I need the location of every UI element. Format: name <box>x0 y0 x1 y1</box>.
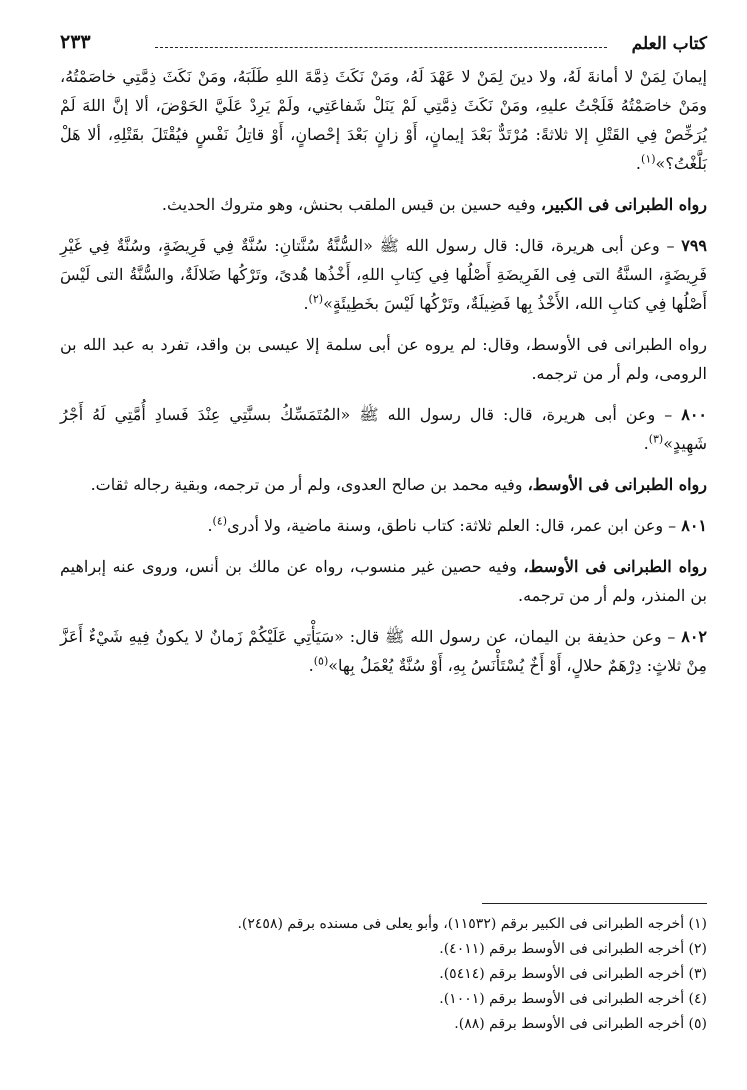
footnote-ref: (١) <box>641 152 656 166</box>
footnote: (٤) أخرجه الطبرانى فى الأوسط برقم (١٠٠١). <box>439 991 707 1007</box>
hadith-text: – وعن أبى هريرة، قال: قال رسول الله ﷺ «السُّنَّةُ سُنَّتانِ: سُنَّةٌ فِي فَرِيضَةٍ، وسُنَّةٌ فِي غَيْرِ فَرِيضَةٍ، السنَّةُ التى فِى الفَرِيضَةِ أَصْلُها فِي كِتابِ اللهِ، أَخْذُها هُدىً، وتَرْكُها ضَلالَةٌ، والسُّنَّةُ التى لَيْسَ أَصْلُها فِي كتابِ الله، الأَخْذُ بِها فَضِيلَةٌ، وتَرْكُها لَيْسَ بخَطِيئَةٍ» <box>60 236 708 313</box>
footnote-ref: (٢) <box>308 292 324 306</box>
hadith-number: ٨٠١ <box>681 516 707 535</box>
source-lead: رواه الطبرانى فى الكبير، <box>540 195 707 214</box>
footnote: (٢) أخرجه الطبرانى فى الأوسط برقم (٤٠١١). <box>439 941 707 957</box>
footnote: (١) أخرجه الطبرانى فى الكبير برقم (١١٥٣٢)، وأبو يعلى فى مسنده برقم (٢٤٥٨). <box>237 916 707 932</box>
hadith-number: ٧٩٩ <box>681 236 707 255</box>
footnote-ref: (٤) <box>212 514 228 528</box>
hadith-paragraph: ٨٠٠ – وعن أبى هريرة، قال: قال رسول الله ﷺ «المُتَمَسِّكُ بسنَّتِي عِنْدَ فَسادِ أُمَّتِي لَهُ أَجْرُ شَهِيدٍ»$^{(٣)}$. <box>60 405 707 453</box>
source-lead: رواه الطبرانى فى الأوسط، <box>527 475 707 494</box>
header-rule <box>155 47 607 48</box>
footnotes <box>60 912 707 1037</box>
source-paragraph <box>60 470 707 499</box>
source-lead: رواه الطبرانى فى الأوسط، <box>523 557 707 576</box>
source-text: وفيه حصين غير منسوب، رواه عن مالك بن أنس، وروى عنه إبراهيم بن المنذر، ولم أر من ترجمه. <box>60 557 707 605</box>
hadith-text: – وعن أبى هريرة، قال: قال رسول الله ﷺ «المُتَمَسِّكُ بسنَّتِي عِنْدَ فَسادِ أُمَّتِي لَهُ أَجْرُ شَهِيدٍ» <box>60 405 707 453</box>
source-paragraph <box>60 190 707 219</box>
footnote-separator <box>482 903 707 904</box>
source-text: وفيه حسين بن قيس الملقب بحنش، وهو متروك الحديث. <box>161 195 536 214</box>
footnote-ref: (٣) <box>648 432 664 446</box>
hadith-text: إيمانَ لِمَنْ لا أمانةَ لَهُ، ولا دينَ لِمَنْ لا عَهْدَ لَهُ، ومَنْ نَكَثَ ذِمَّةَ اللهِ طَلَبَهُ، ومَنْ نَكَثَ ذِمَّتِي خاصَمْتُهُ، ومَنْ خاصَمْتُهُ فَلَجْتُ عليهِ، ومَنْ نَكَثَ ذِمَّتِي لَمْ يَنَلْ شَفاعَتِي، ولَمْ يَرِدْ عَلَيَّ الحَوْضَ، ألا إنَّ اللهَ لَمْ يُرَخِّصْ فِي القَتْلِ إلا ثلاثةً: مُرْتَدٌّ بَعْدَ إيمانٍ، أَوْ زانٍ بَعْدَ إحْصانٍ، أَوْ قاتِلُ نَفْسٍ فيُقْتَلَ بقَتْلِهِ، ألا هَلْ بَلَّغْتُ؟» <box>60 67 708 173</box>
hadith-paragraph: إيمانَ لِمَنْ لا أمانةَ لَهُ، ولا دينَ لِمَنْ لا عَهْدَ لَهُ، ومَنْ نَكَثَ ذِمَّةَ اللهِ طَلَبَهُ، ومَنْ نَكَثَ ذِمَّتِي خاصَمْتُهُ، ومَنْ خاصَمْتُهُ فَلَجْتُ عليهِ، ومَنْ نَكَثَ ذِمَّتِي لَمْ يَنَلْ شَفاعَتِي، ولَمْ يَرِدْ عَلَيَّ الحَوْضَ، ألا إنَّ اللهَ لَمْ يُرَخِّصْ فِي القَتْلِ إلا ثلاثةً: مُرْتَدٌّ بَعْدَ إيمانٍ، أَوْ زانٍ بَعْدَ إحْصانٍ، أَوْ قاتِلُ نَفْسٍ فيُقْتَلَ بقَتْلِهِ، ألا هَلْ بَلَّغْتُ؟»$^{(١)}$. <box>60 67 708 173</box>
source-paragraph <box>60 330 707 388</box>
source-text: رواه الطبرانى فى الأوسط، وقال: لم يروه عن أبى سلمة إلا عيسى بن واقد، تفرد به عبد الله بن الرومى، ولم أر من ترجمه. <box>60 335 707 383</box>
hadith-number: ٨٠٠ <box>681 405 707 424</box>
hadith-text: – وعن حذيفة بن اليمان، عن رسول الله ﷺ قال: «سَيَأْتِي عَلَيْكُمْ زَمانٌ لا يكونُ فِيهِ شَيْءٌ أَعَزَّ مِنْ ثلاثٍ: دِرْهَمٌ حلالٍ، أَوْ أَخٌ يُسْتَأْنَسُ بِهِ، أَوْ سُنَّةٌ يُعْمَلُ بِها» <box>60 627 707 675</box>
footnote: (٥) أخرجه الطبرانى فى الأوسط برقم (٨٨). <box>454 1016 707 1032</box>
source-text: وفيه محمد بن صالح العدوى، ولم أر من ترجمه، وبقية رجاله ثقات. <box>90 475 523 494</box>
source-paragraph <box>60 552 707 610</box>
footnote-ref: (٥) <box>313 654 329 668</box>
main-text <box>60 62 707 692</box>
hadith-paragraph: ٨٠١ – وعن ابن عمر، قال: العلم ثلاثة: كتاب ناطق، وسنة ماضية، ولا أدرى$^{(٤)}$. <box>207 514 707 535</box>
footnote: (٣) أخرجه الطبرانى فى الأوسط برقم (٥٤١٤). <box>439 966 707 982</box>
hadith-text: – وعن ابن عمر، قال: العلم ثلاثة: كتاب ناطق، وسنة ماضية، ولا أدرى <box>227 516 677 535</box>
chapter-title: كتاب العلم <box>631 34 707 54</box>
page-number: ٢٣٣ <box>60 31 91 53</box>
page-header <box>60 30 707 60</box>
hadith-number: ٨٠٢ <box>681 627 708 646</box>
hadith-paragraph: ٨٠٢ – وعن حذيفة بن اليمان، عن رسول الله ﷺ قال: «سَيَأْتِي عَلَيْكُمْ زَمانٌ لا يكونُ فِيهِ شَيْءٌ أَعَزَّ مِنْ ثلاثٍ: دِرْهَمٌ حلالٍ، أَوْ أَخٌ يُسْتَأْنَسُ بِهِ، أَوْ سُنَّةٌ يُعْمَلُ بِها»$^{(٥)}$. <box>60 627 708 675</box>
hadith-paragraph: ٧٩٩ – وعن أبى هريرة، قال: قال رسول الله ﷺ «السُّنَّةُ سُنَّتانِ: سُنَّةٌ فِي فَرِيضَةٍ، وسُنَّةٌ فِي غَيْرِ فَرِيضَةٍ، السنَّةُ التى فِى الفَرِيضَةِ أَصْلُها فِي كِتابِ اللهِ، أَخْذُها هُدىً، وتَرْكُها ضَلالَةٌ، والسُّنَّةُ التى لَيْسَ أَصْلُها فِي كتابِ الله، الأَخْذُ بِها فَضِيلَةٌ، وتَرْكُها لَيْسَ بخَطِيئَةٍ»$^{(٢)}$. <box>60 236 708 313</box>
